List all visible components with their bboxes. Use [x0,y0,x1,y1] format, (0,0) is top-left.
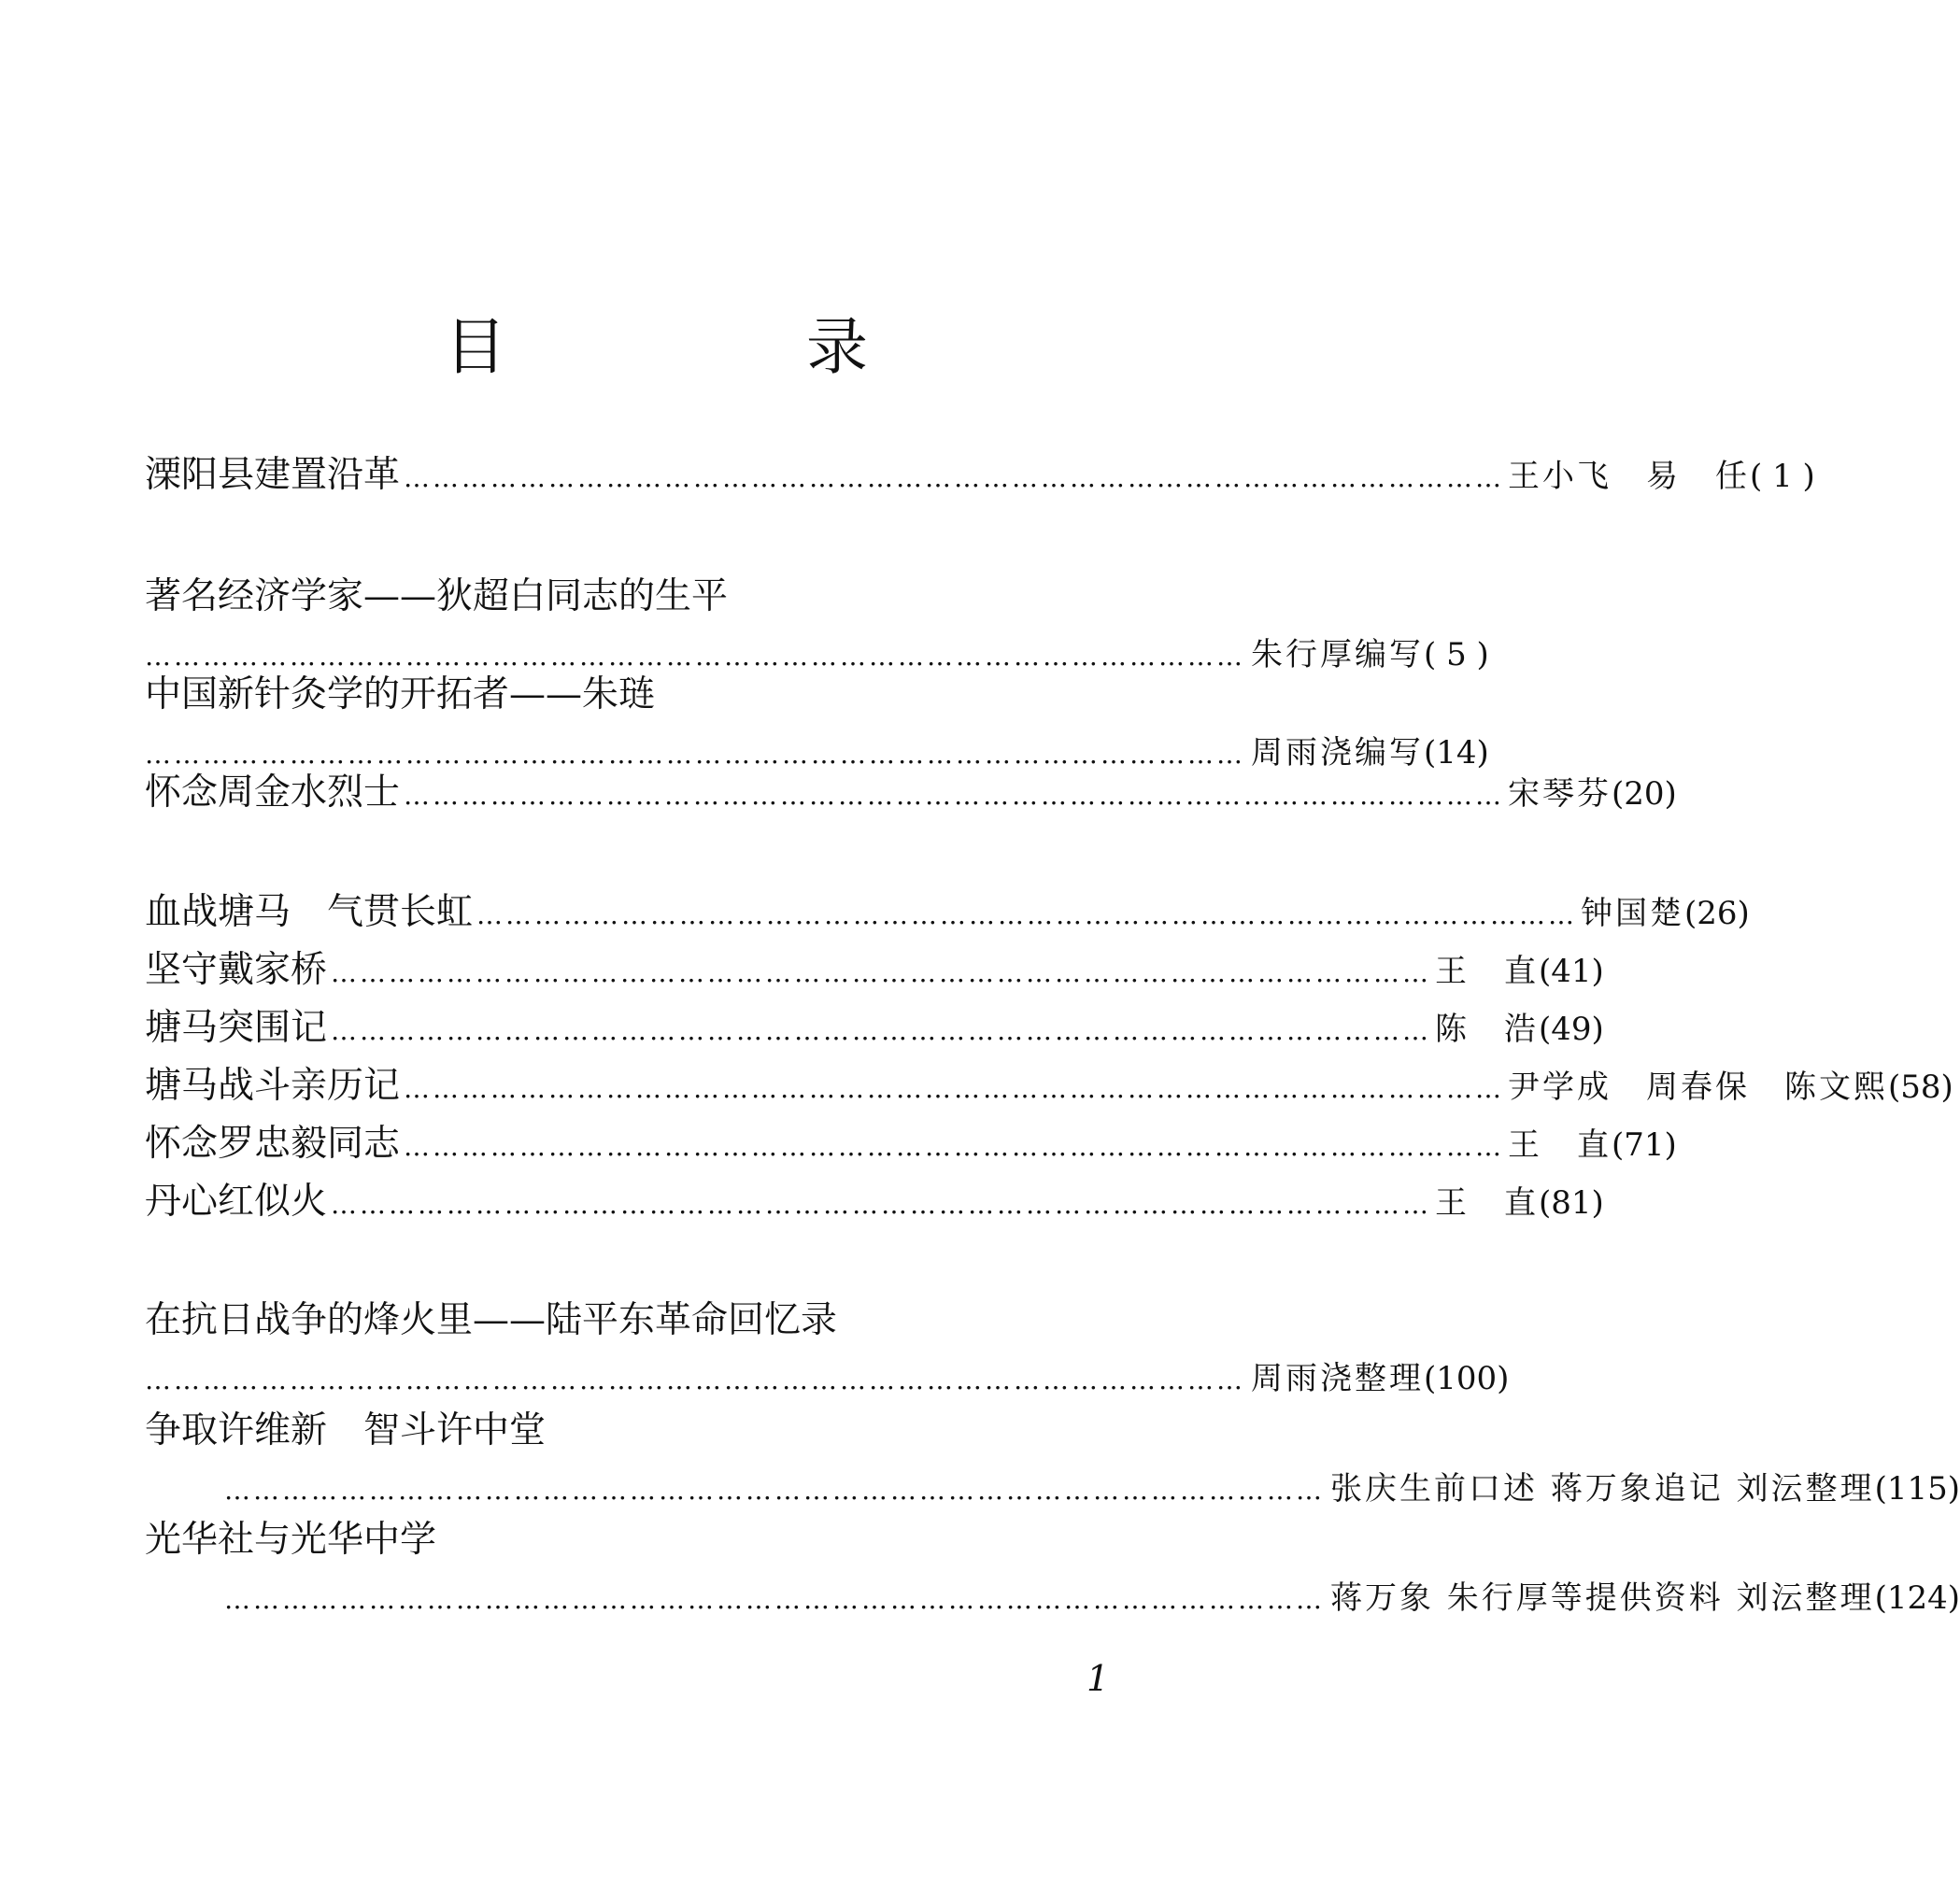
entry-page: (115) [1874,1470,1960,1508]
entry-title: 丹心红似火 [145,1181,328,1223]
entry-title: 在抗日战争的烽火里——陆平东革命回忆录 [145,1299,838,1341]
leader-dots: …………………………………………………………………………………………………… [404,1073,1505,1104]
entry-page: (26) [1684,895,1750,932]
toc-entry[interactable] [145,1402,1960,1518]
toc-entry[interactable] [145,884,1750,942]
entry-author: 张庆生前口述 蒋万象追记 刘沄整理 [1330,1470,1875,1508]
leader-dots: …………………………………………………………………………………………………… [404,780,1505,811]
leader-dots: …………………………………………………………………………………………………… [404,462,1505,493]
entry-author: 王 直 [1508,1126,1612,1164]
entry-title: 怀念周金水烈士 [145,772,401,814]
entry-page: (14) [1424,734,1489,772]
entry-title: 著名经济学家——狄超白同志的生平 [145,575,729,617]
entry-page: (100) [1424,1360,1510,1397]
entry-author: 周雨浇整理 [1251,1360,1424,1397]
entry-page: ( 5 ) [1424,636,1489,673]
toc-entry[interactable] [145,999,1604,1057]
entry-page: ( 1 ) [1750,458,1815,495]
toc-entry[interactable] [145,1115,1677,1173]
entry-title: 中国新针灸学的开拓者——朱琏 [145,673,656,715]
toc-entry[interactable] [145,1173,1604,1231]
entry-title: 怀念罗忠毅同志 [145,1123,401,1165]
entry-author: 朱行厚编写 [1251,636,1424,673]
entry-title: 塘马突围记 [145,1007,328,1049]
leader-dots: …………………………………………………………………………………………………… [145,641,1245,672]
entry-page: (41) [1539,953,1604,990]
entry-title: 血战塘马 气贯长虹 [145,891,474,933]
entry-title: 争取许维新 智斗许中堂 [145,1409,547,1451]
toc-entry[interactable] [145,1511,1960,1627]
entry-author: 蒋万象 朱行厚等提供资料 刘沄整理 [1330,1579,1875,1617]
page-number: 1 [1087,1658,1110,1699]
entry-page: (58) [1888,1069,1953,1106]
entry-author: 钟国楚 [1581,895,1685,932]
toc-entry[interactable] [145,1292,1510,1408]
entry-page: (124) [1874,1579,1960,1617]
entry-author: 王 直 [1435,953,1540,990]
toc-entry[interactable] [145,942,1604,999]
entry-author: 宋琴芬 [1508,775,1612,813]
entry-page: (49) [1539,1011,1604,1048]
toc-entry[interactable] [145,764,1677,822]
entry-page: (81) [1539,1184,1604,1222]
entry-author: 尹学成 周春保 陈文熙 [1508,1069,1889,1106]
entry-author: 周雨浇编写 [1251,734,1424,772]
entry-page: (20) [1612,775,1677,813]
leader-dots: …………………………………………………………………………………………………… [224,1584,1325,1615]
leader-dots: …………………………………………………………………………………………………… [476,899,1578,930]
page-title: 目 录 [445,311,1008,383]
leader-dots: …………………………………………………………………………………………………… [404,1131,1505,1162]
leader-dots: …………………………………………………………………………………………………… [331,957,1432,988]
entry-title: 光华社与光华中学 [145,1519,437,1561]
entry-page: (71) [1612,1126,1677,1164]
leader-dots: …………………………………………………………………………………………………… [145,739,1245,770]
entry-author: 王小飞 易 任 [1508,458,1751,495]
leader-dots: …………………………………………………………………………………………………… [224,1475,1325,1506]
leader-dots: …………………………………………………………………………………………………… [331,1015,1432,1046]
leader-dots: …………………………………………………………………………………………………… [145,1365,1245,1395]
entry-author: 陈 浩 [1435,1011,1540,1048]
toc-entry[interactable] [145,446,1815,504]
entry-title: 坚守戴家桥 [145,949,328,991]
entry-title: 溧阳县建置沿革 [145,454,401,496]
leader-dots: …………………………………………………………………………………………………… [331,1189,1432,1220]
entry-author: 王 直 [1435,1184,1540,1222]
toc-entry[interactable] [145,1057,1953,1115]
entry-title: 塘马战斗亲历记 [145,1065,401,1107]
